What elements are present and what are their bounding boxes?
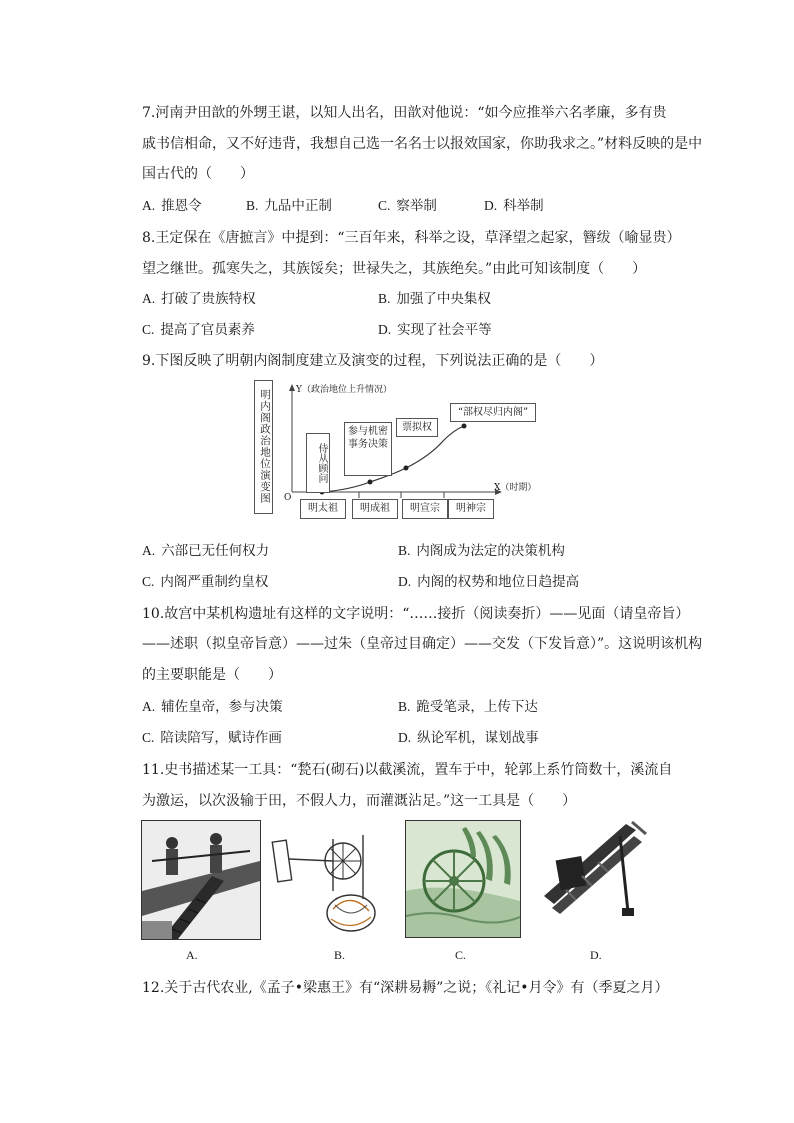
q9-option-b[interactable]: B. 内阁成为法定的决策机构: [398, 543, 565, 559]
q8-option-c[interactable]: C. 提高了官员素养: [142, 322, 255, 338]
stage-ministry-power: “部权尽归内阁”: [450, 403, 536, 422]
option-c-label: C.: [455, 948, 467, 962]
q10-stem-line2: ——述职（拟皇帝旨意）——过朱（皇帝过目确定）——交发（下发旨意）”。这说明该机构: [142, 636, 703, 652]
diagram-side-title: 明内阁政治地位演变图: [254, 380, 273, 514]
q8-option-b[interactable]: B. 加强了中央集权: [378, 291, 491, 307]
option-a-label: A.: [186, 948, 198, 962]
cabinet-evolution-diagram: [254, 378, 554, 518]
q11-stem-line1: 11.史书描述某一工具：“甃石(砌石)以截溪流，置车于中，轮郭上系竹筒数十，溪流自: [142, 762, 673, 778]
q9-option-d[interactable]: D. 内阁的权势和地位日趋提高: [398, 574, 580, 590]
q10-option-d[interactable]: D. 纵论军机，谋划战事: [398, 730, 539, 746]
bamboo-water-wheel-illustration: [406, 821, 520, 937]
q10-option-c[interactable]: C. 陪读陪写，赋诗作画: [142, 730, 282, 746]
q9-stem-line1: 9.下图反映了明朝内阁制度建立及演变的过程，下列说法正确的是（ ）: [142, 353, 604, 369]
q9-option-c[interactable]: C. 内阁严重制约皇权: [142, 574, 269, 590]
treadle-pump-illustration: [536, 816, 654, 926]
q9-option-a[interactable]: A. 六部已无任何权力: [142, 543, 270, 559]
q7-stem-line3: 国古代的（ ）: [142, 166, 254, 182]
diagram-axes: [254, 378, 554, 518]
q10-option-a[interactable]: A. 辅佐皇帝，参与决策: [142, 699, 283, 715]
x-axis-label: X（时期）: [494, 483, 537, 493]
q8-stem-line1: 8.王定保在《唐摭言》中提到：“三百年来，科举之设，草泽望之起家，簪绂（喻显贵）: [142, 230, 681, 246]
era-taizu: 明太祖: [300, 499, 346, 519]
option-c-image[interactable]: [405, 820, 521, 938]
q8-stem-line2: 望之继世。孤寒失之，其族馁矣；世禄失之，其族绝矣。”由此可知该制度（ ）: [142, 261, 647, 277]
y-axis-label: Y（政治地位上升情况）: [296, 385, 392, 395]
option-a-image[interactable]: [141, 820, 261, 940]
q10-stem-line1: 10.故宫中某机构遗址有这样的文字说明：“……接折（阅读奏折）——见面（请皇帝旨）: [142, 606, 690, 622]
option-b-image[interactable]: [270, 820, 390, 940]
q7-option-d[interactable]: D. 科举制: [484, 198, 544, 214]
q7-stem-line1: 7.河南尹田歆的外甥王谌，以知人出名，田歆对他说：“如今应推举六名孝廉，多有贵: [142, 105, 667, 121]
option-d-label: D.: [590, 948, 602, 962]
q10-option-b[interactable]: B. 跪受笔录，上传下达: [398, 699, 538, 715]
q8-option-a[interactable]: A. 打破了贵族特权: [142, 291, 256, 307]
stage-attendant-advisor: 侍从顾问: [306, 433, 330, 493]
q11-stem-line2: 为激运，以次汲输于田，不假人力，而灌溉沾足。”这一工具是（ ）: [142, 793, 577, 809]
q7-stem-line2: 戚书信相命，又不好违背，我想自己选一名名士以报效国家，你助我求之。”材料反映的是中: [142, 136, 703, 152]
q7-option-a[interactable]: A. 推恩令: [142, 198, 202, 214]
era-shenzong: 明神宗: [448, 499, 494, 519]
era-chengzu: 明成祖: [352, 499, 398, 519]
option-d-image[interactable]: [535, 815, 655, 927]
option-b-label: B.: [334, 948, 346, 962]
stage-secret-affairs: 参与机密事务决策: [344, 422, 392, 476]
hand-wheel-illustration: [271, 821, 389, 939]
q12-stem-line1: 12.关于古代农业,《孟子•梁惠王》有“深耕易耨”之说；《礼记•月令》有（季夏之月）: [142, 980, 669, 996]
stage-drafting-power: 票拟权: [396, 418, 438, 437]
woodcut-workers-illustration: [142, 821, 260, 939]
origin-label: O: [284, 493, 292, 503]
era-xuanzong: 明宣宗: [402, 499, 448, 519]
q8-option-d[interactable]: D. 实现了社会平等: [378, 322, 492, 338]
q7-option-b[interactable]: B. 九品中正制: [246, 198, 332, 214]
q7-option-c[interactable]: C. 察举制: [378, 198, 437, 214]
q10-stem-line3: 的主要职能是（ ）: [142, 667, 282, 683]
